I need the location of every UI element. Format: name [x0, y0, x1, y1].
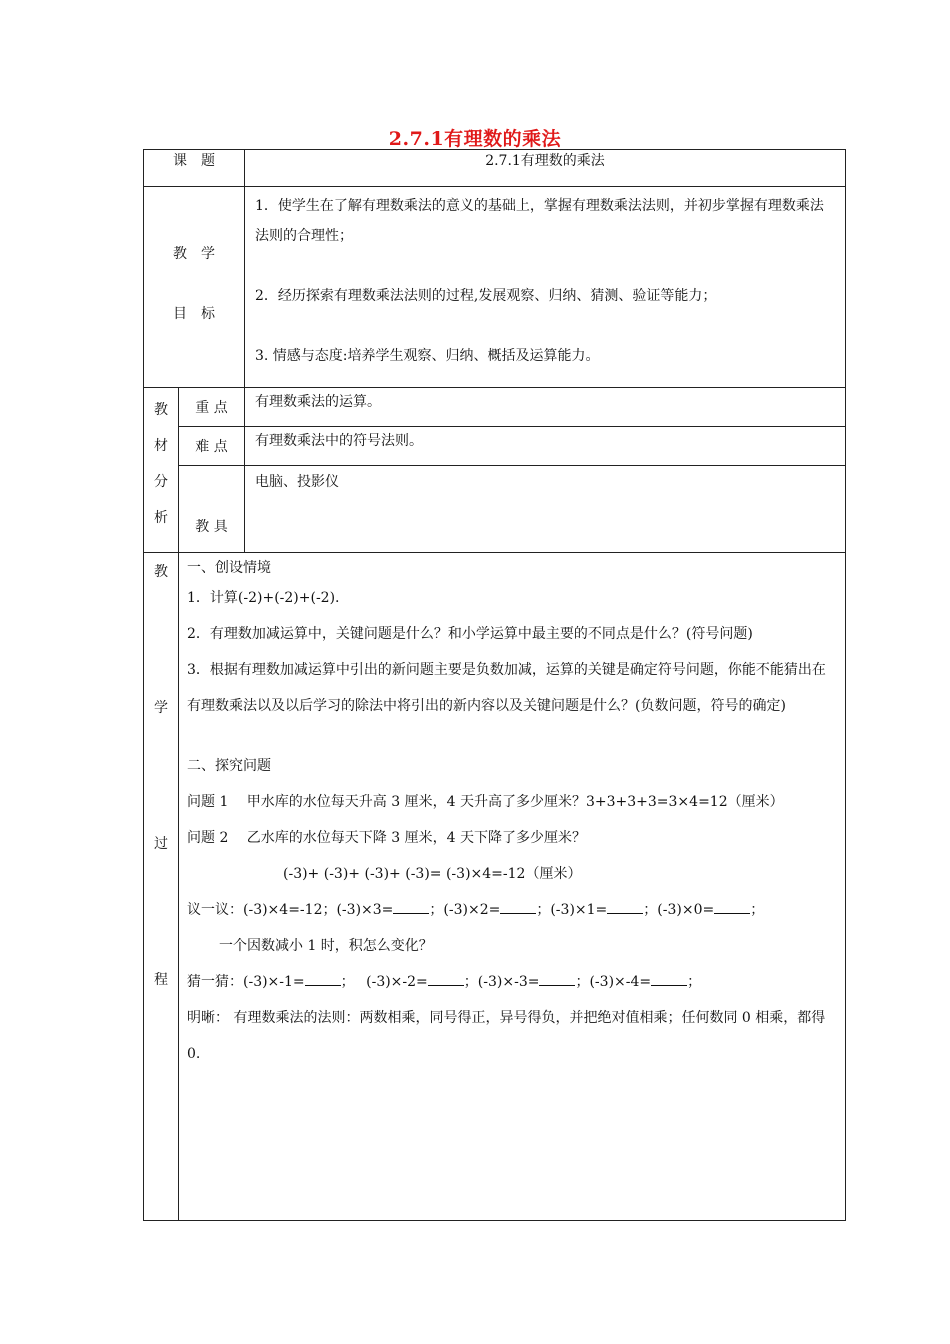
- guess-text: ；(-3)×-4=: [575, 974, 652, 990]
- difficulty-row: [144, 427, 846, 466]
- answer-blank[interactable]: [714, 901, 750, 914]
- tools-row: [144, 466, 846, 553]
- answer-blank[interactable]: [428, 973, 464, 986]
- analysis-char: 教: [154, 402, 168, 418]
- tools-label: 教 具: [179, 466, 245, 553]
- process-item-2: 2．有理数加减运算中，关键问题是什么？和小学运算中最主要的不同点是什么？(符号问题): [187, 626, 753, 642]
- clarification: 明晰： 有理数乘法的法则：两数相乘，同号得正，异号得负，并把绝对值相乘；任何数同 0 相乘，都得 0.: [187, 1010, 826, 1062]
- objective-item-2: 2．经历探索有理数乘法法则的过程,发展观察、归纳、猜测、验证等能力；: [255, 288, 717, 304]
- objectives-label-teach: 教 学: [173, 246, 215, 262]
- answer-blank[interactable]: [607, 901, 643, 914]
- process-item-3: 3．根据有理数加减运算中引出的新问题主要是负数加减，运算的关键是确定符号问题，你能不能猜出在有理数乘法以及以后学习的除法中将引出的新内容以及关键问题是什么？(负数问题，符号的确定): [187, 662, 826, 714]
- objective-item-1: 1．使学生在了解有理数乘法的意义的基础上，掌握有理数乘法法则，并初步掌握有理数乘法法则的合理性；: [255, 198, 824, 244]
- discuss-text: ；: [750, 902, 765, 918]
- difficulty-label: 难 点: [179, 427, 245, 466]
- answer-blank[interactable]: [393, 901, 429, 914]
- key-point-label: 重 点: [179, 388, 245, 427]
- difficulty-value: 有理数乘法中的符号法则。: [245, 427, 846, 466]
- guess-text: 猜一猜：(-3)×-1=: [187, 974, 305, 990]
- key-point-row: [144, 388, 846, 427]
- answer-blank[interactable]: [500, 901, 536, 914]
- analysis-side-label: [144, 388, 179, 553]
- objectives-label-cell: [144, 187, 245, 388]
- process-item-1: 1．计算(-2)+(-2)+(-2).: [187, 590, 340, 606]
- answer-blank[interactable]: [651, 973, 687, 986]
- discuss-line: [187, 892, 837, 928]
- section2-heading: 二、探究问题: [187, 758, 271, 774]
- factor-question: 一个因数减小 1 时，积怎么变化？: [219, 938, 433, 954]
- process-char: 程: [154, 972, 168, 988]
- process-row: [144, 553, 846, 1221]
- document-title: 2.7.1有理数的乘法: [388, 128, 562, 150]
- guess-text: ；: [687, 974, 702, 990]
- question-1: 问题 1 甲水库的水位每天升高 3 厘米，4 天升高了多少厘米？3+3+3+3=3×4=12（厘米）: [187, 794, 784, 810]
- process-content: [179, 553, 846, 1221]
- objectives-label-goal: 目 标: [173, 306, 215, 322]
- process-char: 学: [154, 700, 168, 716]
- topic-value: 2.7.1有理数的乘法: [245, 150, 846, 187]
- key-point-value: 有理数乘法的运算。: [245, 388, 846, 427]
- process-side-label: [144, 553, 179, 1221]
- discuss-text: 议一议：(-3)×4=-12；(-3)×3=: [187, 902, 394, 918]
- guess-line: [187, 964, 837, 1000]
- section1-heading: 一、创设情境: [187, 560, 271, 576]
- analysis-char: 材: [154, 438, 168, 454]
- discuss-text: ；(-3)×2=: [429, 902, 501, 918]
- topic-row: [144, 150, 846, 187]
- discuss-text: ；(-3)×0=: [643, 902, 715, 918]
- objectives-content: [245, 187, 846, 388]
- analysis-char: 析: [154, 510, 168, 526]
- tools-value: 电脑、投影仪: [245, 466, 846, 553]
- analysis-char: 分: [154, 474, 168, 490]
- guess-text: ； (-3)×-2=: [340, 974, 428, 990]
- answer-blank[interactable]: [539, 973, 575, 986]
- lesson-plan-table: [143, 149, 846, 1221]
- objective-item-3: 3. 情感与态度:培养学生观察、归纳、概括及运算能力。: [255, 348, 600, 364]
- answer-blank[interactable]: [305, 973, 341, 986]
- process-char: 教: [154, 564, 168, 580]
- discuss-text: ；(-3)×1=: [536, 902, 608, 918]
- question-2-calculation: (-3)+ (-3)+ (-3)+ (-3)= (-3)×4=-12（厘米）: [283, 866, 582, 882]
- process-char: 过: [154, 836, 168, 852]
- guess-text: ；(-3)×-3=: [463, 974, 540, 990]
- question-2: 问题 2 乙水库的水位每天下降 3 厘米，4 天下降了多少厘米？: [187, 830, 586, 846]
- objectives-row: [144, 187, 846, 388]
- topic-label: 课 题: [144, 150, 245, 187]
